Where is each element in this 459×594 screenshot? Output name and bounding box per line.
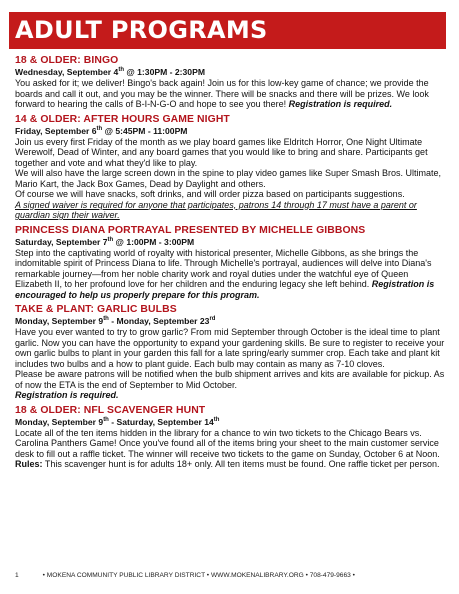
event-description: Please be aware patrons will be notified when the bulb shipment arrives and kits are available for pickup. As of now the ETA is the end of September to Mid October.: [15, 369, 445, 390]
event-date: Saturday, September 7th @ 1:00PM - 3:00PM: [15, 236, 195, 247]
event-description: Locate all of the ten items hidden in the library for a chance to win two tickets to the Chicago Bears vs. Carolina Panthers Game! Once you've found all of the items bring your sheet to the main customer service desk to fill out a raffle ticket. The winner will receive two tickets to the game on Sunday, October 6 at Noon. Rules: This scavenger hunt is for adults 18+ only. All ten items must be found. One raffle ticket per person.: [15, 427, 440, 469]
events-list: [15, 55, 446, 474]
event-description: Join us every first Friday of the month as we play board games like Eldritch Horror, One Night Ultimate Werewolf, Dead of Winter, and any board games that you would like to bring and share. Participants get together and vote and what they'd like to play.: [15, 136, 428, 168]
event-bingo: [15, 55, 446, 110]
page-banner: [9, 12, 446, 49]
event-title: 14 & OLDER: AFTER HOURS GAME NIGHT: [15, 113, 230, 125]
page-number: 1: [15, 572, 19, 579]
event-date: Monday, September 9th - Monday, September 23rd: [15, 316, 216, 326]
event-description: We will also have the large screen down in the spine to play video games like Super Smash Bros. Ultimate, Mario Kart, the Jack Box Games, Dead by Daylight and others.: [15, 168, 442, 189]
event-nfl-scavenger-hunt: [15, 405, 446, 470]
event-date: Friday, September 6th @ 5:45PM - 11:00PM: [15, 125, 188, 136]
registration-note: Registration is required.: [15, 390, 119, 400]
event-description: Of course we will have snacks, soft drinks, and will order pizza based on participants suggestions.: [15, 189, 405, 199]
event-title: 18 & OLDER: NFL SCAVENGER HUNT: [15, 404, 206, 416]
page-footer: [15, 571, 446, 580]
event-garlic-bulbs: [15, 304, 446, 401]
event-title: TAKE & PLANT: GARLIC BULBS: [15, 304, 177, 315]
event-game-night: [15, 114, 446, 221]
page-title: ADULT PROGRAMS: [15, 16, 268, 44]
footer-text: • MOKENA COMMUNITY PUBLIC LIBRARY DISTRICT • WWW.MOKENALIBRARY.ORG • 708-479-9663 •: [42, 572, 355, 579]
rules-label: Rules:: [15, 459, 43, 469]
event-date: Wednesday, September 4th @ 1:30PM - 2:30PM: [15, 67, 205, 77]
event-description: You asked for it; we deliver! Bingo's back again! Join us for this low-key game of chance; we provide the boards and call it out, and you may be the winner. There will be snacks and there will be prizes. We look forward to hearing the calls of B-I-N-G-O and hope to see you there! Registration is required.: [15, 78, 429, 109]
registration-note: Registration is encouraged to help us properly prepare for this program.: [15, 279, 435, 300]
event-description: Step into the captivating world of royalty with historical presenter, Michelle Gibbons, as she brings the indomitable spirit of Princess Diana to life. Through Michelle's portrayal, audiences will delve into Diana's remarkable journey—from her noble charity work and royal duties under the watchful eye of Queen Elizabeth II, to her profound love for her children and the enduring legacy she left behind. Registration is encouraged to help us properly prepare for this program.: [15, 247, 435, 300]
waiver-note: A signed waiver is required for anyone that participates, patrons 14 through 17 must have a parent or guardian sign their waiver.: [15, 199, 417, 220]
event-description: Have you ever wanted to try to grow garlic? From mid September through October is the ideal time to plant garlic. Now you can have the opportunity to expand your gardening skills. Be sure to register to receive your own garlic bulbs to plant in your garden this fall for a late spring/early summer crop. Each take and plant kit includes two bulbs and a how to plant guide. Each bulb may contain as many as 7-10 cloves.: [15, 327, 445, 369]
registration-note: Registration is required.: [288, 99, 393, 109]
event-date: Monday, September 9th - Saturday, September 14th: [15, 416, 220, 427]
event-princess-diana: [15, 225, 446, 301]
event-title: PRINCESS DIANA PORTRAYAL PRESENTED BY MICHELLE GIBBONS: [15, 224, 366, 236]
event-title: 18 & OLDER: BINGO: [15, 55, 119, 66]
